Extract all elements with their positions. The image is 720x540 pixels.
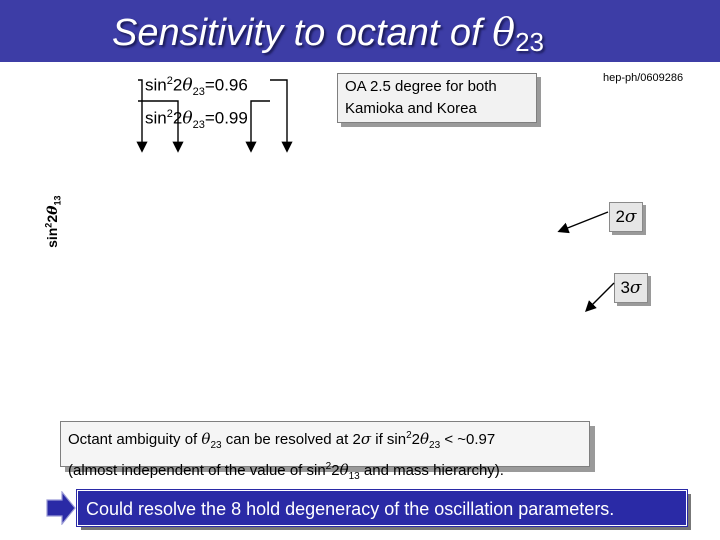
arrow-2sigma <box>560 212 608 231</box>
y-axis-label: $\sin^22\theta_{13}$ <box>43 195 63 248</box>
title-theta: θ <box>492 10 516 54</box>
oa-line-2: Kamioka and Korea <box>345 100 477 117</box>
bracket-096-right <box>270 80 287 150</box>
title-text: Sensitivity to octant of <box>112 12 493 54</box>
sigma-2-box: 2σ <box>609 202 643 232</box>
arrow-3sigma <box>587 283 614 310</box>
sigma-3-box: 3σ <box>614 273 648 303</box>
oa-line-1: OA 2.5 degree for both <box>345 78 497 95</box>
bracket-099-right <box>251 101 270 150</box>
note-line-2: (almost independent of the value of $\sin^22\theta_{13}$ and mass hierarchy). <box>68 461 504 482</box>
right-block-arrow-icon <box>46 491 76 525</box>
title-subscript: 23 <box>515 27 544 57</box>
bracket-099 <box>138 101 178 150</box>
octant-note-box <box>60 421 590 482</box>
sin-label-096: $\sin^22\theta_{23}=0.96$ <box>145 75 248 99</box>
reference: hep-ph/0609286 <box>603 72 684 84</box>
note-line-1: Octant ambiguity of $\theta_{23}$ can be resolved at 2σ if $\sin^22\theta_{23}$ < ~0.97 <box>68 430 496 451</box>
bracket-096 <box>138 80 142 150</box>
conclusion-box: Could resolve the 8 hold degeneracy of the oscillation parameters. <box>77 490 687 526</box>
sin-label-099: $\sin^22\theta_{23}=0.99$ <box>145 108 248 132</box>
